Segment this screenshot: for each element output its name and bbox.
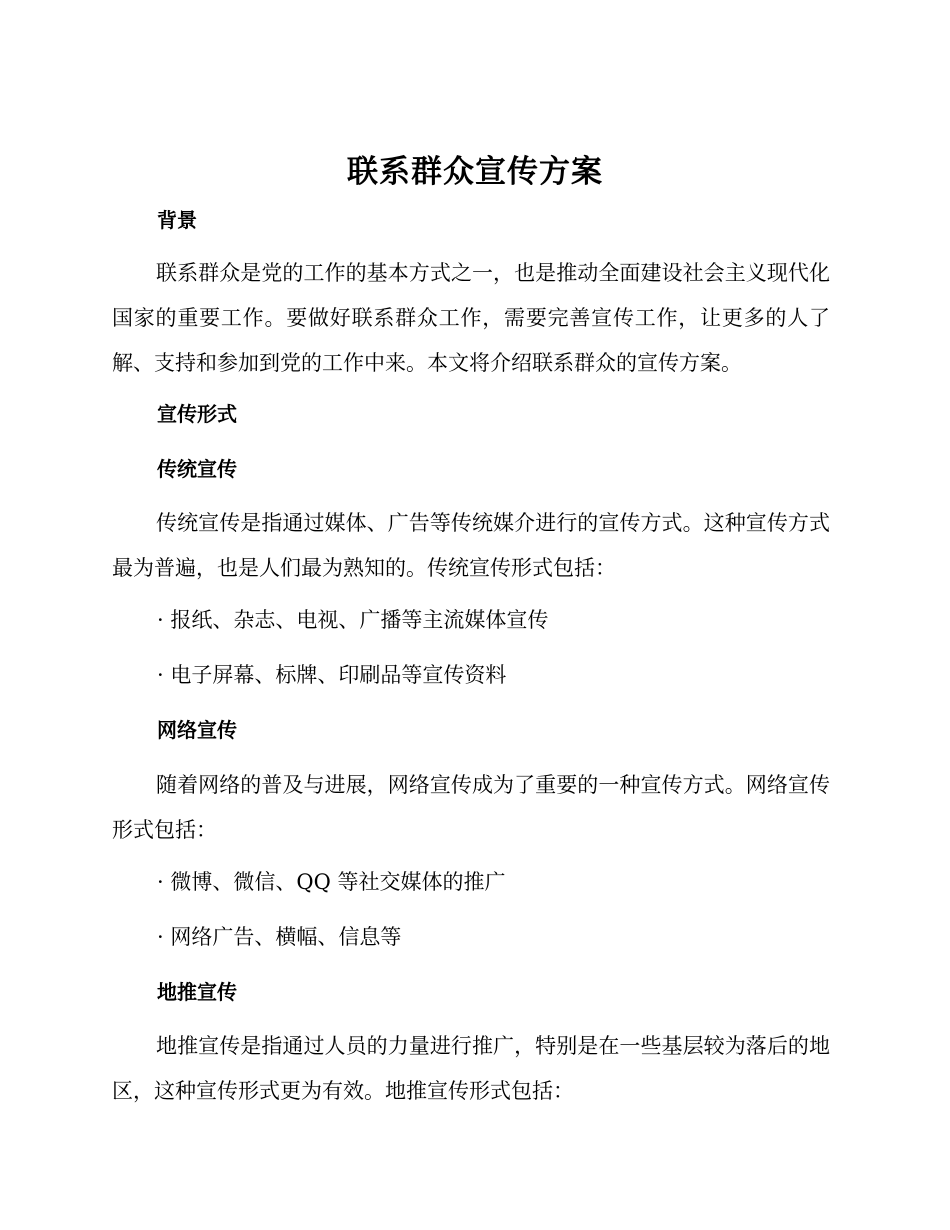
heading-background: 背景 xyxy=(157,208,197,232)
heading-traditional: 传统宣传 xyxy=(157,457,237,481)
paragraph-online: 随着网络的普及与进展，网络宣传成为了重要的一种宣传方式。网络宣传形式包括： xyxy=(112,773,830,842)
paragraph-ground: 地推宣传是指通过人员的力量进行推广，特别是在一些基层较为落后的地区，这种宣传形式更为有效。地推宣传形式包括： xyxy=(112,1034,830,1103)
heading-ground: 地推宣传 xyxy=(157,980,237,1004)
heading-forms: 宣传形式 xyxy=(157,402,237,426)
document-title: 联系群众宣传方案 xyxy=(347,154,603,190)
heading-online: 网络宣传 xyxy=(157,718,237,742)
bullet-online-2: · 网络广告、横幅、信息等 xyxy=(157,925,402,949)
paragraph-traditional: 传统宣传是指通过媒体、广告等传统媒介进行的宣传方式。这种宣传方式最为普遍，也是人们最为熟知的。传统宣传形式包括： xyxy=(112,511,830,580)
bullet-online-1: · 微博、微信、QQ 等社交媒体的推广 xyxy=(157,870,506,894)
bullet-traditional-1: · 报纸、杂志、电视、广播等主流媒体宣传 xyxy=(157,608,549,632)
paragraph-background: 联系群众是党的工作的基本方式之一，也是推动全面建设社会主义现代化国家的重要工作。要做好联系群众工作，需要完善宣传工作，让更多的人了解、支持和参加到党的工作中来。本文将介绍联系群众的宣传方案。 xyxy=(112,261,830,375)
bullet-traditional-2: · 电子屏幕、标牌、印刷品等宣传资料 xyxy=(157,663,507,687)
